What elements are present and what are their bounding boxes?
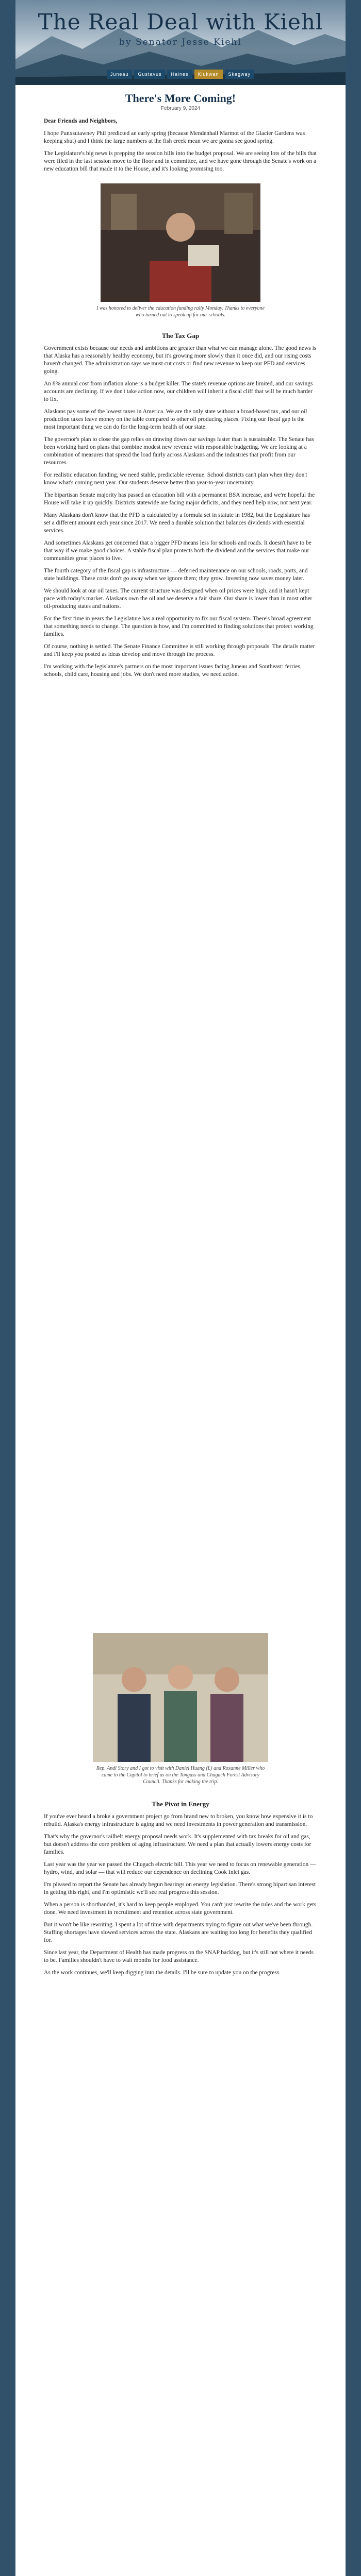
paragraph: I'm pleased to report the Senate has already begun hearings on energy legislation. There's strong bipartisan interest in getting this right, and I'm optimistic we'll see real progress this session.	[44, 1882, 316, 1895]
nav-klukwan[interactable]: Klukwan	[194, 70, 223, 79]
district-nav	[15, 70, 346, 82]
issue-title: There's More Coming!	[125, 92, 236, 105]
paragraph: The fourth category of the fiscal gap is infrastructure — deferred maintenance on our schools, roads, ports, and state buildings. These costs don't go away when we ignore them; they grow. Investing now saves money later.	[44, 568, 308, 582]
photo-caption: Rep. Andi Story and I got to visit with Daniel Huang (L) and Roxanne Miller who came to the Capitol to brief us on the Tongass and Chugach Forest Advisory Council. Thanks for making the trip.	[96, 1766, 265, 1785]
nav-juneau[interactable]: Juneau	[107, 70, 133, 79]
paragraph: An 8% annual cost from inflation alone is a budget killer. The state's revenue options are limited, and our savings accounts are declining. If we don't take action now, our children will inherit a fiscal cliff that will be much harder to fix.	[44, 381, 313, 402]
paragraph: That's why the governor's railbelt energy proposal needs work. It's supplemented with tax breaks for oil and gas, but doesn't address the core problem of aging infrastructure. We need a plan that actually lowers energy costs for families.	[44, 1834, 311, 1855]
paragraph: The bipartisan Senate majority has passed an education bill with a permanent BSA increase, and we're hopeful the House will take it up quickly. Districts statewide are facing major deficits, and they need help now, not next year.	[44, 492, 315, 506]
paragraph: For the first time in years the Legislature has a real opportunity to fix our fiscal system. There's broad agreement that something needs to change. The question is how, and I'm committed to finding solutions that protect working families.	[44, 616, 314, 637]
newsletter-title: The Real Deal with Kiehl	[38, 9, 323, 35]
paragraph: And sometimes Alaskans get concerned that a bigger PFD means less for schools and roads. It doesn't have to be that way if we make good choices. A stable fiscal plan protects both the dividend and the services that make our communities great places to live.	[44, 540, 311, 562]
paragraph: The governor's plan to close the gap relies on drawing down our savings faster than is sustainable. The Senate has been working hard on plans that combine modest new revenue with responsible budgeting. We are looking at a combination of measures that spread the load fairly across Alaskans and the industries that profit from our resources.	[44, 436, 314, 466]
paragraph: We should look at our oil taxes. The current structure was designed when oil prices were high, and it hasn't kept pace with today's market. Alaskans own the oil and we deserve a fair share. Our share is lower than in most other oil-producing states and nations.	[44, 588, 313, 609]
header-banner	[15, 0, 346, 85]
paragraph: Many Alaskans don't know that the PFD is calculated by a formula set in statute in 1982, but the Legislature has set a different amount each year since 2017. We need a durable solution that balances dividends with essential services.	[44, 512, 310, 534]
tax-gap-section	[44, 330, 317, 683]
paragraph: Of course, nothing is settled. The Senate Finance Committee is still working through proposals. The details matter and I'll keep you posted as ideas develop and move through the process.	[44, 643, 315, 657]
paragraph: Last year was the year we passed the Chugach electric bill. This year we need to focus on renewable generation — hydro, wind, and solar — that will reduce our dependence on declining Cook Inlet gas.	[44, 1861, 316, 1875]
nav-gustavus[interactable]: Gustavus	[134, 70, 165, 79]
paragraph: Alaskans pay some of the lowest taxes in America. We are the only state without a broad-based tax, and our oil production taxes leave money on the table compared to other oil producing places. Fixing our fiscal gap is the most important thing we can do for the long-term health of our state.	[44, 409, 307, 430]
paragraph: Since last year, the Department of Health has made progress on the SNAP backlog, but it's still not where it needs to be. Families shouldn't have to wait months for food assistance.	[44, 1950, 314, 1963]
paragraph: Government exists because our needs and ambitions are greater than what we can manage alone. The good news is that Alaska has a reasonably healthy economy, but it's growing more slowly than it once did, and our rising costs haven't changed. The administration says we must cut costs or find new revenue to keep our PFD and services going.	[44, 345, 317, 375]
issue-date: February 9, 2024	[160, 106, 201, 111]
paragraph: But it won't be like rewriting. I spent a lot of time with departments trying to figure out what we've been through. Staffing shortages have slowed services across the state. Alaskans are waiting too long for benefits they qualified for.	[44, 1922, 313, 1943]
paragraph: For realistic education funding, we need stable, predictable revenue. School districts can't plan when they don't know what's coming next year. Our students deserve better than year-to-year uncertainty.	[44, 472, 307, 486]
paragraph: The Legislature's big news is prepping the session bills into the budget proposal. We are seeing lots of the bills that were filed in the last session move to the floor and in committee, and we have gone through the Senate's work on a new education bill that made it to the House, and it's looking promising too.	[44, 150, 317, 172]
nav-skagway[interactable]: Skagway	[225, 70, 255, 79]
intro-section	[44, 117, 317, 178]
paragraph: I hope Punxsutawney Phil predicted an early spring (because Mendenhall Marmot of the Glacier Gardens was keeping shut) and I think the large numbers at the fish creek mean we are gonna see good spring.	[44, 130, 305, 144]
photo-education-rally	[101, 183, 260, 302]
section-heading: The Tax Gap	[161, 332, 200, 340]
photo-forest-advisory	[93, 1633, 268, 1762]
greeting: Dear Friends and Neighbors,	[44, 118, 118, 124]
section-heading: The Pivot in Energy	[152, 1800, 209, 1808]
photo-caption: I was honored to deliver the education funding rally Monday. Thanks to everyone who turned out to speak up for our schools.	[96, 306, 265, 318]
paragraph: As the work continues, we'll keep digging into the details. I'll be sure to update you on the progress.	[44, 1970, 281, 1976]
paragraph: If you've ever heard a broke a government project go from brand new to broken, you know how expensive it is to rebuild. Alaska's energy infrastructure is aging and we need investments in power generation and transmission.	[44, 1814, 313, 1827]
nav-haines[interactable]: Haines	[167, 70, 192, 79]
newsletter-subtitle: by Senator Jesse Kiehl	[119, 37, 242, 47]
newsletter-sheet	[15, 0, 346, 2576]
paragraph: When a person is shorthanded, it's hard to keep people employed. You can't just rewrite the rules and the work gets done. We need investment in recruitment and retention across state government.	[44, 1902, 317, 1916]
energy-section	[44, 1798, 317, 1981]
paragraph: I'm working with the legislature's partners on the most important issues facing Juneau and Southeast: ferries, schools, child care, housing and jobs. We don't need more studies, we need action.	[44, 664, 302, 677]
